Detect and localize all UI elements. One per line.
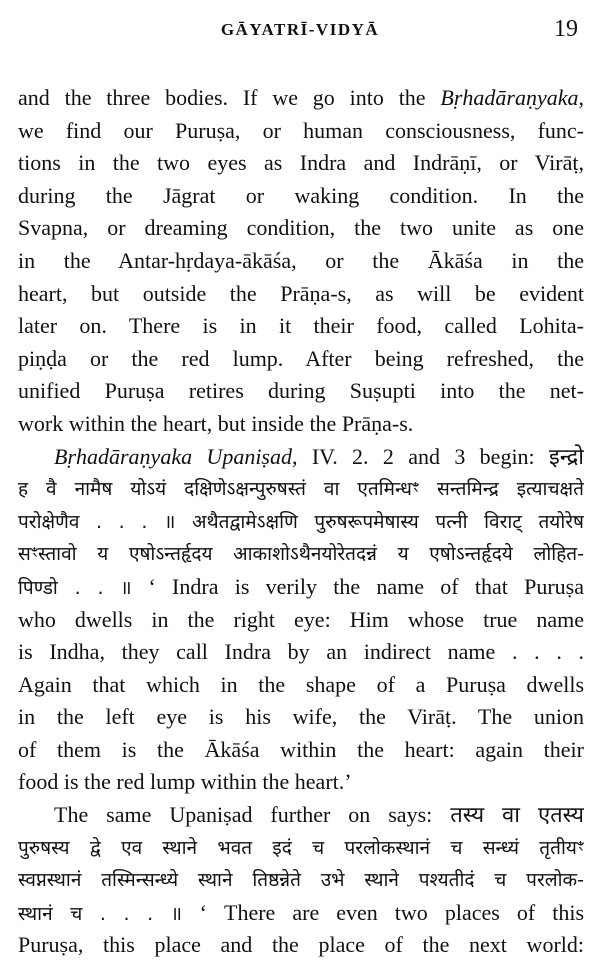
sanskrit-line: सꣳस्तावो य एषोऽन्तर्हृदय आकाशोऽथैनयोरेतदन्नं य एषोऽन्तर्हृदये लोहित- [18, 543, 584, 566]
page-number: 19 [554, 16, 578, 42]
text-line: is Indha, they call Indra by an indirect name . . . . [18, 639, 584, 665]
text-line: and the three bodies. If we go into the Bṛhadāraṇyaka, [18, 85, 584, 110]
text-line: heart, but outside the Prāṇa-s, as will be evident [18, 280, 584, 306]
text-line: later on. There is in it their food, called Lohita- [18, 313, 584, 339]
text-line: Svapna, or dreaming condition, the two unite as one [18, 215, 584, 241]
text-line: in the left eye is his wife, the Virāṭ. The union [18, 704, 584, 730]
text-line: of them is the Ākāśa within the heart: again their [18, 736, 584, 762]
sanskrit-line: ह वै नामैष योऽयं दक्षिणेऽक्षन्पुरुषस्तं वा एतमिन्धꣳ सन्तमिन्द्र इत्याचक्षते [18, 478, 584, 501]
sanskrit-line: पुरुषस्य द्वे एव स्थाने भवत इदं च परलोकस्थानं च सन्ध्यं तृतीयꣳ [18, 836, 584, 859]
text-line: food is the red lump within the heart.’ [18, 769, 352, 795]
body-text [18, 82, 584, 962]
text-line: unified Puruṣa retires during Suṣupti into the net- [18, 378, 584, 404]
running-head [0, 14, 600, 44]
text-line: who dwells in the right eye: Him whose true name [18, 606, 584, 632]
text-line: Bṛhadāraṇyaka Upaniṣad, IV. 2. 2 and 3 begin: इन्द्रो [54, 443, 584, 469]
text-line: tions in the two eyes as Indra and Indrāṇī, or Virāṭ, [18, 150, 584, 176]
sanskrit-line: स्वप्नस्थानं तस्मिन्सन्ध्ये स्थाने तिष्ठन्नेते उभे स्थाने पश्यतीदं च परलोक- [18, 869, 584, 892]
text-line: during the Jāgrat or waking condition. In the [18, 182, 584, 208]
text-line: Again that which in the shape of a Puruṣa dwells [18, 671, 584, 697]
text-line: पिण्डो . . ॥ ‘ Indra is verily the name of that Puruṣa [18, 573, 584, 599]
text-line: in the Antar-hṛdaya-ākāśa, or the Ākāśa in the [18, 247, 584, 273]
text-line: स्थानं च . . . ॥ ‘ There are even two places of this [18, 899, 584, 925]
text-line: we find our Puruṣa, or human consciousness, func- [18, 117, 584, 143]
text-line: Puruṣa, this place and the place of the next world: [18, 932, 584, 958]
text-line: work within the heart, but inside the Prāṇa-s. [18, 410, 414, 436]
sanskrit-line: परोक्षेणैव . . . ॥ अथैतद्वामेऽक्षणि पुरुषरूपमेषास्य पत्नी विराट् तयोरेष [18, 510, 584, 533]
text-line: piṇḍa or the red lump. After being refreshed, the [18, 345, 584, 371]
running-title: GĀYATRĪ-VIDYĀ [220, 20, 380, 39]
text-line: The same Upaniṣad further on says: तस्य वा एतस्य [54, 802, 584, 828]
